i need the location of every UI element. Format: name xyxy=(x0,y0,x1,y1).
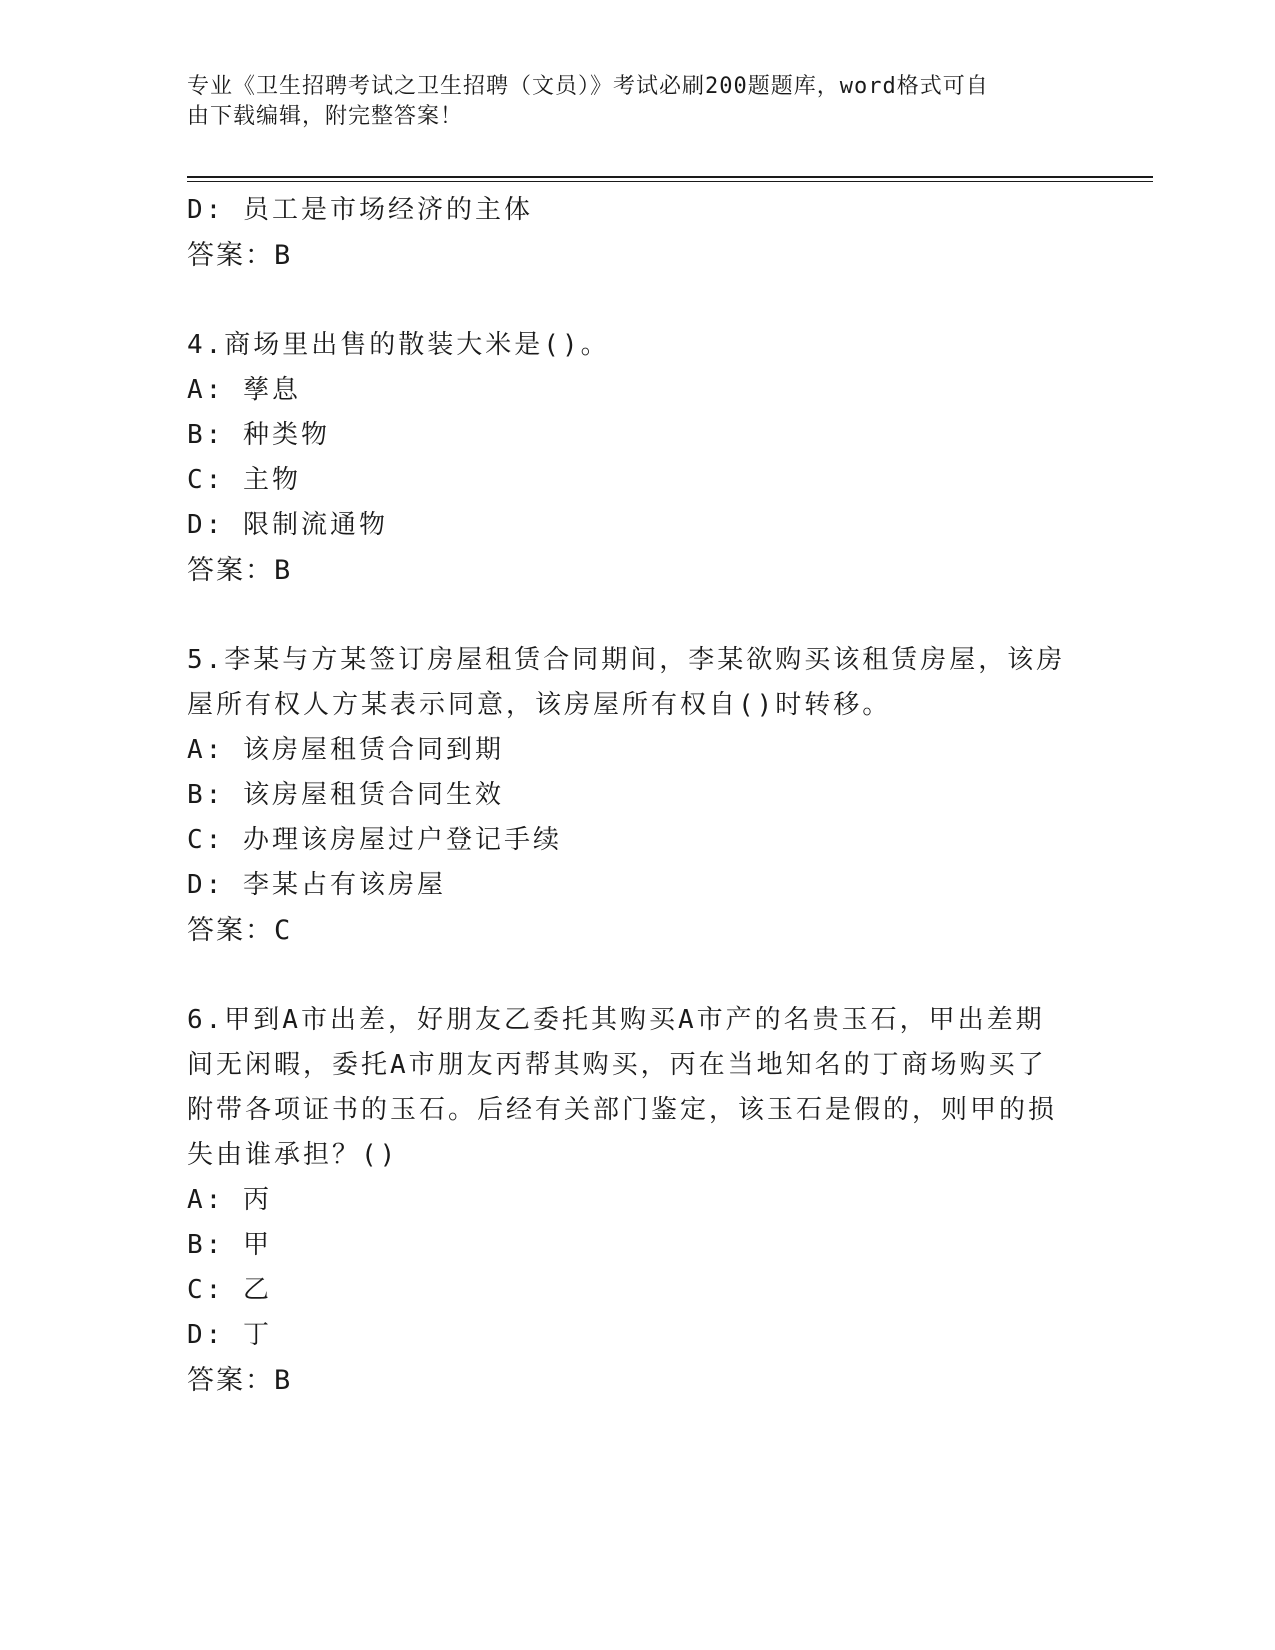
document-body xyxy=(187,188,1067,1403)
question-4-option-c: C: 主物 xyxy=(187,465,301,495)
question-6-text-line-1: 6.甲到A市出差，好朋友乙委托其购买A市产的名贵玉石，甲出差期 xyxy=(187,1005,1045,1035)
spacer xyxy=(187,593,1067,638)
carryover-answer: 答案：B xyxy=(187,240,293,271)
question-4-text: 4.商场里出售的散装大米是()。 xyxy=(187,330,610,360)
question-6-option-d: D: 丁 xyxy=(187,1320,272,1350)
carryover-option-d: D: 员工是市场经济的主体 xyxy=(187,195,533,225)
spacer xyxy=(187,953,1067,998)
question-6-option-b: B: 甲 xyxy=(187,1230,272,1260)
spacer xyxy=(187,278,1067,323)
header-divider-thick xyxy=(187,176,1153,178)
question-4 xyxy=(187,323,1067,593)
question-4-option-b: B: 种类物 xyxy=(187,420,330,450)
question-5-text-line-1: 5.李某与方某签订房屋租赁合同期间，李某欲购买该租赁房屋，该房 xyxy=(187,645,1066,675)
header-divider-thin xyxy=(187,181,1153,182)
document-header xyxy=(187,72,1067,132)
question-6-text-line-4: 失由谁承担？() xyxy=(187,1140,399,1170)
question-6-text-line-2: 间无闲暇，委托A市朋友丙帮其购买，丙在当地知名的丁商场购买了 xyxy=(187,1050,1047,1080)
question-6-text-line-3: 附带各项证书的玉石。后经有关部门鉴定，该玉石是假的，则甲的损 xyxy=(187,1095,1058,1125)
question-4-option-d: D: 限制流通物 xyxy=(187,510,388,540)
question-5-option-d: D: 李某占有该房屋 xyxy=(187,870,446,900)
question-5-option-a: A: 该房屋租赁合同到期 xyxy=(187,735,504,765)
question-6-option-c: C: 乙 xyxy=(187,1275,272,1305)
question-6 xyxy=(187,998,1067,1403)
question-5 xyxy=(187,638,1067,953)
question-6-answer: 答案：B xyxy=(187,1365,293,1396)
question-4-answer: 答案：B xyxy=(187,555,293,586)
question-4-option-a: A: 孳息 xyxy=(187,375,301,405)
question-5-answer: 答案：C xyxy=(187,915,293,946)
question-5-text-line-2: 屋所有权人方某表示同意，该房屋所有权自()时转移。 xyxy=(187,690,892,720)
question-6-option-a: A: 丙 xyxy=(187,1185,272,1215)
question-5-option-b: B: 该房屋租赁合同生效 xyxy=(187,780,504,810)
header-line-1: 专业《卫生招聘考试之卫生招聘（文员）》考试必刷200题题库，word格式可自 xyxy=(187,74,989,99)
question-5-option-c: C: 办理该房屋过户登记手续 xyxy=(187,825,562,855)
header-line-2: 由下载编辑，附完整答案！ xyxy=(187,104,464,129)
